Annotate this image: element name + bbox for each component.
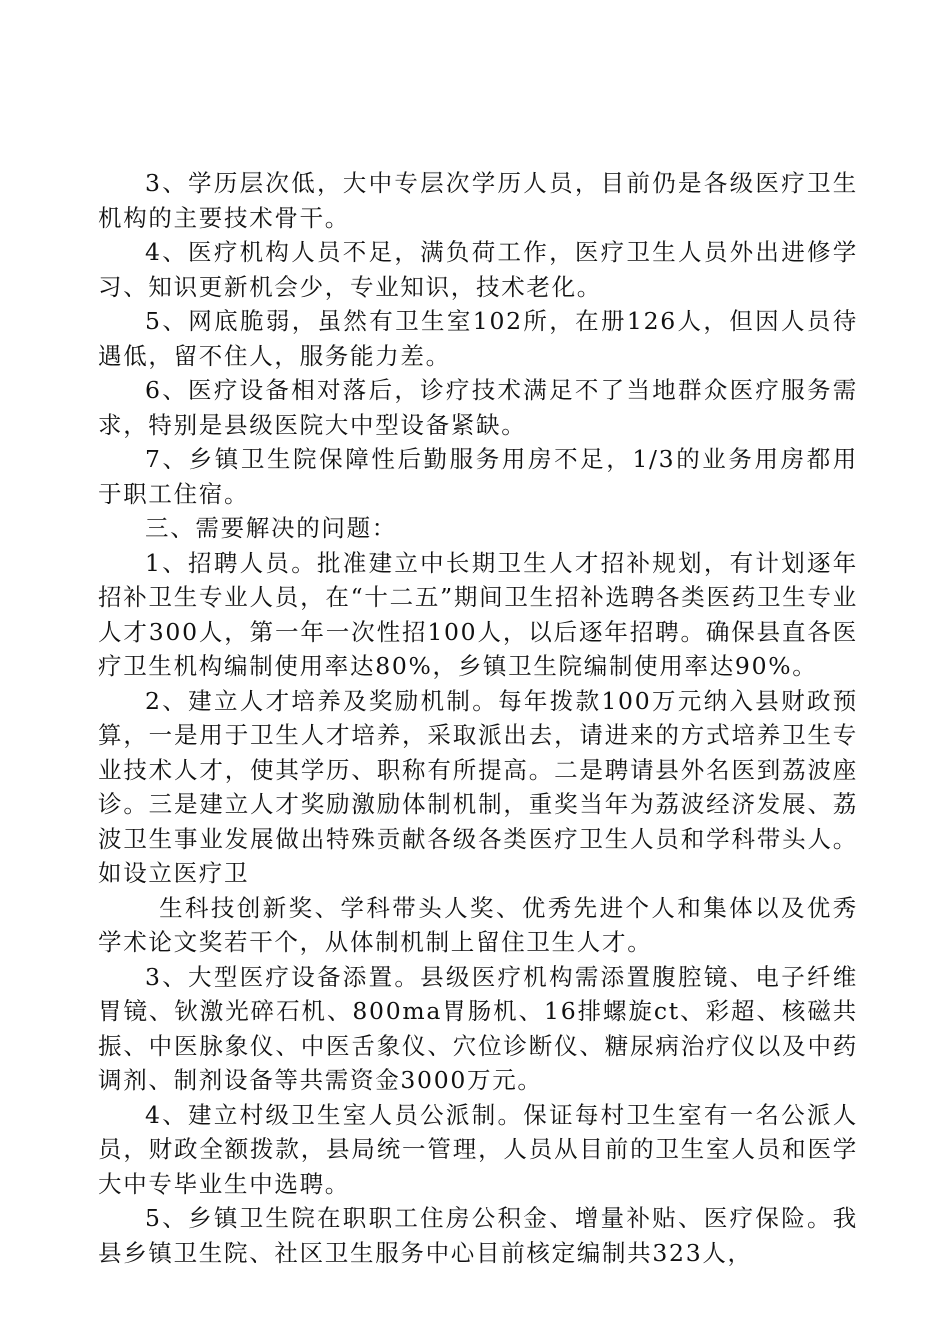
paragraph-item-3-low-education: 3、学历层次低，大中专层次学历人员，目前仍是各级医疗卫生机构的主要技术骨干。 [98, 169, 858, 232]
paragraph-solution-3-equipment: 3、大型医疗设备添置。县级医疗机构需添置腹腔镜、电子纤维胃镜、钬激光碎石机、800ma胃肠机、16排螺旋ct、彩超、核磁共振、中医脉象仪、中医舌象仪、穴位诊断仪、糖尿病治疗仪以及中药调剂、制剂设备等共需资金3000万元。 [98, 962, 858, 1094]
paragraph-solution-4-village-staff: 4、建立村级卫生室人员公派制。保证每村卫生室有一名公派人员，财政全额拨款，县局统一管理，人员从目前的卫生室人员和医学大中专毕业生中选聘。 [98, 1100, 858, 1198]
paragraph-item-5-weak-network: 5、网底脆弱，虽然有卫生室102所，在册126人，但因人员待遇低，留不住人，服务能力差。 [98, 307, 858, 370]
document-body [98, 166, 858, 1270]
paragraph-solution-2-talent: 2、建立人才培养及奖励机制。每年拨款100万元纳入县财政预算，一是用于卫生人才培养，采取派出去，请进来的方式培养卫生专业技术人才，使其学历、职称有所提高。二是聘请县外名医到荔波座诊。三是建立人才奖励激励体制机制，重奖当年为荔波经济发展、荔波卫生事业发展做出特殊贡献各级各类医疗卫生人员和学科带头人。如设立医疗卫 [98, 686, 858, 887]
paragraph-solution-2-continued: 生科技创新奖、学科带头人奖、优秀先进个人和集体以及优秀学术论文奖若干个，从体制机制上留住卫生人才。 [98, 893, 858, 956]
paragraph-solution-1-recruit: 1、招聘人员。批准建立中长期卫生人才招补规划，有计划逐年招补卫生专业人员，在“十二五”期间卫生招补选聘各类医药卫生专业人才300人，第一年一次性招100人，以后逐年招聘。确保县直各医疗卫生机构编制使用率达80%，乡镇卫生院编制使用率达90%。 [98, 548, 858, 680]
section-heading-problems: 三、需要解决的问题： [145, 514, 397, 542]
paragraph-solution-5-housing-fund: 5、乡镇卫生院在职职工住房公积金、增量补贴、医疗保险。我县乡镇卫生院、社区卫生服务中心目前核定编制共323人， [98, 1204, 858, 1267]
paragraph-item-6-equipment: 6、医疗设备相对落后，诊疗技术满足不了当地群众医疗服务需求，特别是县级医院大中型设备紧缺。 [98, 376, 858, 439]
paragraph-item-4-staff-shortage: 4、医疗机构人员不足，满负荷工作，医疗卫生人员外出进修学习、知识更新机会少，专业知识，技术老化。 [98, 238, 858, 301]
paragraph-item-7-housing: 7、乡镇卫生院保障性后勤服务用房不足，1/3的业务用房都用于职工住宿。 [98, 445, 858, 508]
